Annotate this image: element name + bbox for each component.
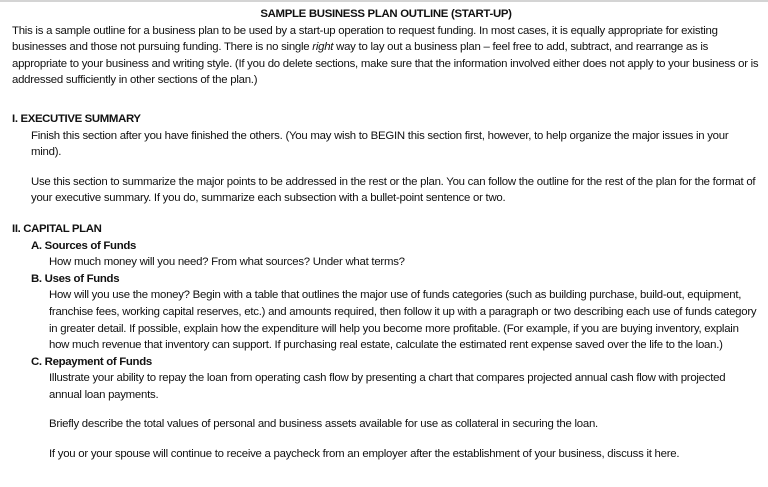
subsection-heading: A. Sources of Funds <box>31 239 137 252</box>
intro-text-end: way to lay out a business plan – feel free to add, subtract, and rearrange as is appropriate to your business and writing style. (If you do delete sections, make sure that the information involved either does not apply to your business or is addressed sufficiently in other sections of the plan.) <box>12 41 759 87</box>
subsection-uses-of-funds <box>12 271 760 354</box>
section-capital-plan <box>12 221 760 463</box>
subsection-paragraph: How much money will you need? From what sources? Under what terms? <box>49 256 405 269</box>
subsection-paragraph: If you or your spouse will continue to receive a paycheck from an employer after the establishment of your business, discuss it here. <box>49 448 680 461</box>
document-body <box>12 6 760 463</box>
subsection-heading: C. Repayment of Funds <box>31 355 152 368</box>
intro-italic-word: right <box>312 41 334 54</box>
section-heading: I. EXECUTIVE SUMMARY <box>12 112 141 125</box>
subsection-paragraph: How will you use the money? Begin with a table that outlines the major use of funds categories (such as building purchase, build-out, equipment, franchise fees, working capital reserves, etc.) and amounts required, then follow it up with a paragraph or two describing each use of funds category in greater detail. If possible, explain how the expenditure will help you become more profitable. (For example, if you are buying inventory, explain how much revenue that inventory can support. If purchasing real estate, calculate the estimated rent expense saved over the life to the loan.) <box>49 289 757 352</box>
section-executive-summary <box>12 111 760 207</box>
subsection-paragraph: Illustrate your ability to repay the loan from operating cash flow by presenting a chart that compares projected annual cash flow with projected annual loan payments. <box>49 372 726 401</box>
subsection-repayment-of-funds <box>12 354 760 463</box>
subsection-heading: B. Uses of Funds <box>31 272 120 285</box>
section-paragraph: Use this section to summarize the major points to be addressed in the rest or the plan. You can follow the outline for the rest of the plan for the format of your executive summary. If you do, summarize each subsection with a bullet-point sentence or two. <box>31 175 756 205</box>
intro-text-start: This is a sample outline for a business plan to be used by a start-up operation to request funding. In most cases, it is equally appropriate for existing businesses and those not pursuing funding. There is no single <box>12 24 718 54</box>
section-heading: II. CAPITAL PLAN <box>12 222 102 235</box>
page-top-border <box>0 0 768 2</box>
subsection-paragraph: Briefly describe the total values of personal and business assets available for use as collateral in securing the loan. <box>49 418 598 431</box>
subsection-sources-of-funds <box>12 238 760 271</box>
document-title: SAMPLE BUSINESS PLAN OUTLINE (START-UP) <box>260 8 512 20</box>
intro-paragraph <box>12 23 760 89</box>
section-paragraph: Finish this section after you have finished the others. (You may wish to BEGIN this section first, however, to help organize the major issues in your mind). <box>31 129 729 159</box>
